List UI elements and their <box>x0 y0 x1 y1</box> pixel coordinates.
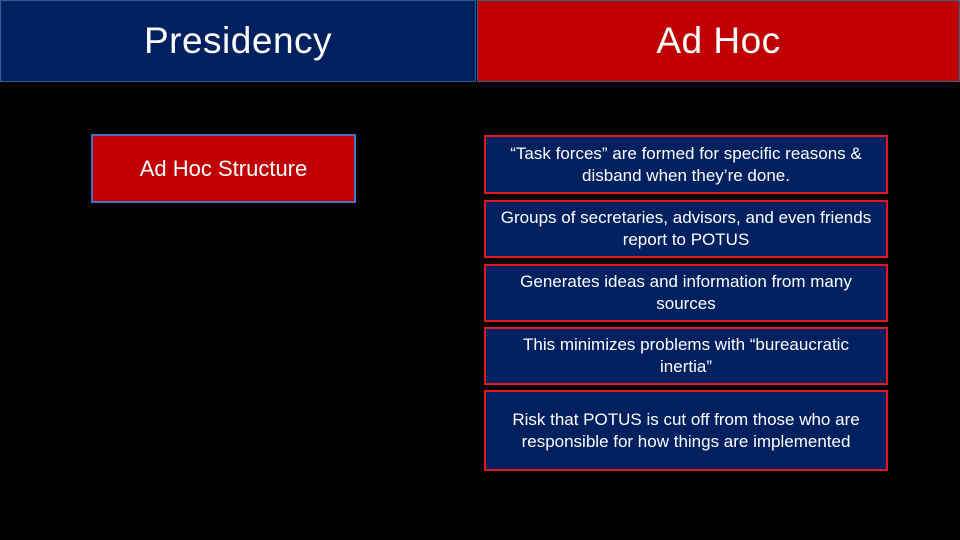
point-text: Risk that POTUS is cut off from those who are responsible for how things are implemented <box>512 409 860 451</box>
point-groups-report <box>484 200 888 258</box>
point-text: This minimizes problems with “bureaucratic inertia” <box>523 335 849 376</box>
ad-hoc-structure-label: Ad Hoc Structure <box>139 155 308 181</box>
point-task-forces <box>484 135 888 194</box>
ad-hoc-title <box>477 0 960 82</box>
point-generates-ideas <box>484 264 888 322</box>
point-text: “Task forces” are formed for specific reasons & disband when they’re done. <box>510 143 862 185</box>
presidency-title <box>0 0 476 82</box>
point-risk-cut-off <box>484 390 888 471</box>
ad-hoc-structure-box <box>91 134 356 203</box>
point-text: Groups of secretaries, advisors, and even friends report to POTUS <box>500 208 872 249</box>
presidency-title-text: Presidency <box>143 20 333 61</box>
point-minimizes-problems <box>484 327 888 385</box>
ad-hoc-title-text: Ad Hoc <box>656 20 781 61</box>
point-text: Generates ideas and information from many sources <box>520 272 852 313</box>
